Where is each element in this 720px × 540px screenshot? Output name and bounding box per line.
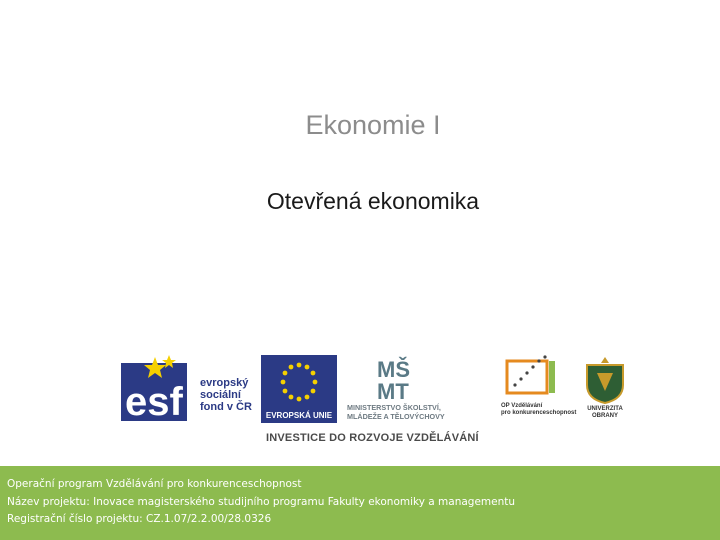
footer-line-1: Operační program Vzdělávání pro konkurenceschopnost [7, 478, 302, 490]
esf-logo [121, 355, 257, 423]
svg-text:esf: esf [125, 380, 183, 423]
investice-caption: INVESTICE DO ROZVOJE VZDĚLÁVÁNÍ [266, 432, 479, 444]
msmt-mark-icon [347, 355, 467, 401]
esf-text-line-3: fond v ČR [200, 401, 252, 413]
svg-text:MŠ: MŠ [377, 357, 410, 382]
svg-text:MT: MT [377, 379, 409, 401]
esf-text-line-2: sociální [200, 389, 241, 401]
slide-title: Ekonomie I [305, 110, 441, 140]
msmt-label-line-2: MLÁDEŽE A TĚLOVÝCHOVY [347, 412, 445, 421]
op-label-line-1: OP Vzdělávání [501, 403, 543, 409]
esf-text [200, 377, 252, 413]
msmt-logo [347, 355, 472, 425]
eu-label: EVROPSKÁ UNIE [261, 409, 337, 423]
msmt-label-line-1: MINISTERSTVO ŠKOLSTVÍ, [347, 403, 441, 412]
university-logo [579, 355, 639, 425]
slide-subtitle: Otevřená ekonomika [266, 188, 480, 214]
uni-label-line-1: UNIVERZITA [587, 406, 623, 412]
op-mark-icon [501, 355, 565, 401]
university-crest-icon [579, 355, 631, 405]
footer-line-3: Registrační číslo projektu: CZ.1.07/2.2.00/28.0326 [7, 513, 272, 525]
esf-mark-icon [121, 355, 191, 423]
op-logo [501, 355, 577, 425]
eu-flag-icon [261, 355, 337, 409]
esf-text-line-1: evropský [200, 377, 249, 389]
footer-line-2: Název projektu: Inovace magisterského studijního programu Fakulty ekonomiky a managementu [7, 495, 516, 508]
footer-bar [0, 466, 720, 540]
op-label-line-2: pro konkurenceschopnost [501, 410, 577, 416]
uni-label-line-2: OBRANY [591, 413, 618, 419]
logo-strip [121, 355, 641, 445]
